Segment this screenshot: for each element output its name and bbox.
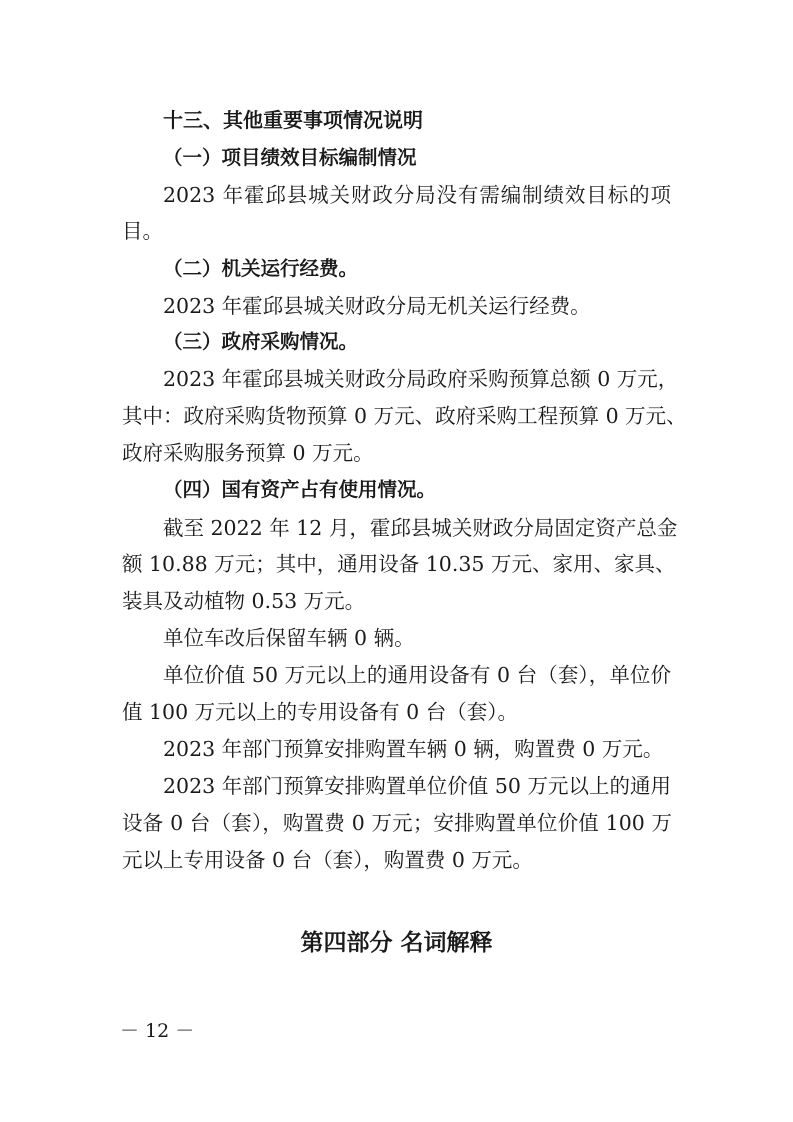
paragraph-line: 政府采购服务预算 0 万元。 xyxy=(122,441,374,465)
paragraph-line: 其中：政府采购货物预算 0 万元、政府采购工程预算 0 万元、 xyxy=(122,404,687,428)
paragraph-line: 2023 年霍邱县城关财政分局无机关运行经费。 xyxy=(163,294,591,318)
paragraph-line: 目。 xyxy=(122,219,163,243)
section-title: 十三、其他重要事项情况说明 xyxy=(163,108,423,132)
paragraph-line: 单位价值 50 万元以上的通用设备有 0 台（套），单位价 xyxy=(163,663,671,687)
paragraph-line: 额 10.88 万元；其中，通用设备 10.35 万元、家用、家具、 xyxy=(122,552,676,576)
page-number: － 12 － xyxy=(120,1020,195,1042)
subsection-heading-3: （三）政府采购情况。 xyxy=(163,330,359,353)
paragraph-line: 2023 年部门预算安排购置车辆 0 辆，购置费 0 万元。 xyxy=(163,737,664,761)
paragraph-line: 2023 年部门预算安排购置单位价值 50 万元以上的通用 xyxy=(163,774,671,798)
subsection-heading-2: （二）机关运行经费。 xyxy=(163,257,359,280)
paragraph-line: 设备 0 台（套），购置费 0 万元；安排购置单位价值 100 万 xyxy=(122,811,672,835)
paragraph-line: 2023 年霍邱县城关财政分局没有需编制绩效目标的项 xyxy=(163,183,671,207)
paragraph-line: 单位车改后保留车辆 0 辆。 xyxy=(163,626,415,650)
subsection-heading-1: （一）项目绩效目标编制情况 xyxy=(163,146,417,169)
part-title: 第四部分 名词解释 xyxy=(300,930,493,956)
paragraph-line: 值 100 万元以上的专用设备有 0 台（套）。 xyxy=(122,700,518,724)
paragraph-line: 装具及动植物 0.53 万元。 xyxy=(122,589,366,613)
paragraph-line: 元以上专用设备 0 台（套），购置费 0 万元。 xyxy=(122,848,533,872)
paragraph-line: 截至 2022 年 12 月，霍邱县城关财政分局固定资产总金 xyxy=(163,516,678,540)
paragraph-line: 2023 年霍邱县城关财政分局政府采购预算总额 0 万元， xyxy=(163,367,679,391)
subsection-heading-4: （四）国有资产占有使用情况。 xyxy=(163,478,437,501)
